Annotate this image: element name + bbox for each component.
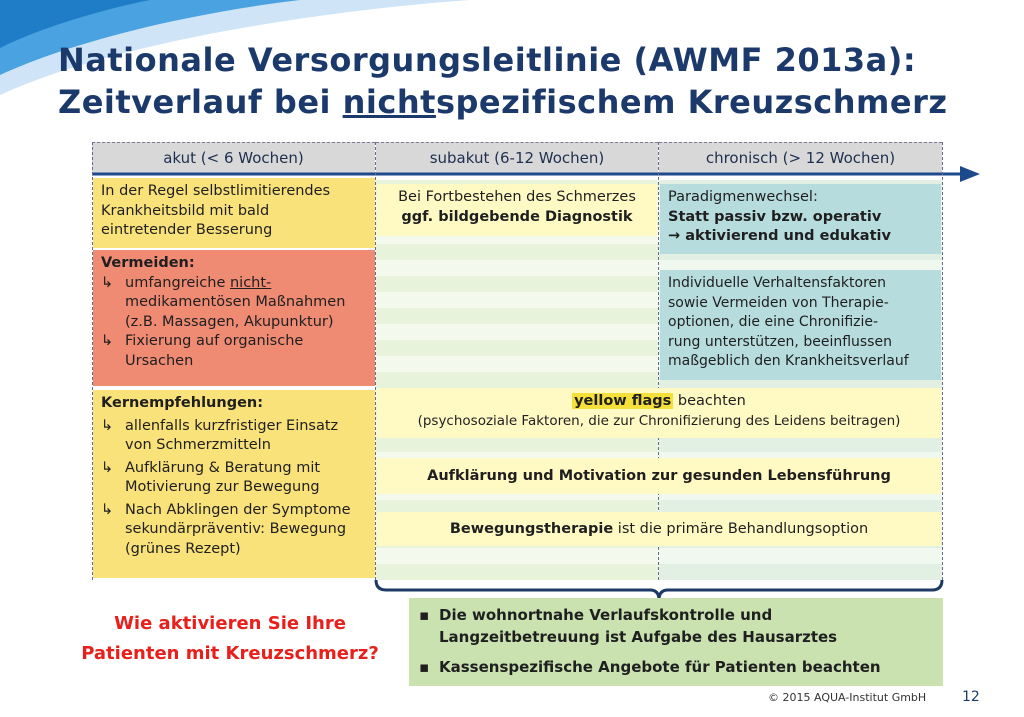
hook-arrow-icon: ↳ bbox=[101, 274, 114, 291]
hook-arrow-icon: ↳ bbox=[101, 333, 114, 349]
column-header-subacute: subakut (6-12 Wochen) bbox=[376, 142, 658, 174]
copyright: © 2015 AQUA-Institut GmbH bbox=[768, 691, 927, 704]
hook-arrow-icon: ↳ bbox=[101, 459, 114, 476]
behavior-factors-box: Individuelle Verhaltensfaktoren sowie Vermeiden von Therapie- optionen, die eine Chronifizie- rung unterstützen, beeinflussen maßgeblich den Krankheitsverlauf bbox=[660, 270, 941, 380]
column-header-chronic: chronisch (> 12 Wochen) bbox=[659, 142, 942, 174]
avoid-heading: Vermeiden: bbox=[101, 255, 195, 271]
bullet-square-icon: ▪ bbox=[419, 658, 430, 676]
acute-info-box: In der Regel selbstlimitierendes Krankheitsbild mit bald eintretender Besserung bbox=[93, 178, 375, 248]
core-heading: Kernempfehlungen: bbox=[101, 395, 264, 411]
question-text: Wie aktivieren Sie Ihre Patienten mit Kreuzschmerz? bbox=[81, 613, 379, 664]
yellow-flags-highlight: yellow flags bbox=[574, 393, 672, 409]
bullet-square-icon: ▪ bbox=[419, 606, 430, 624]
hook-arrow-icon: ↳ bbox=[101, 417, 114, 434]
yellow-flags-box: yellow flags beachten (psychosoziale Faktoren, die zur Chronifizierung des Leidens beitragen) bbox=[377, 388, 941, 438]
education-bar: Aufklärung und Motivation zur gesunden Lebensführung bbox=[377, 458, 941, 494]
divider-acute-subacute bbox=[375, 142, 376, 580]
exercise-therapy-bar: Bewegungstherapie ist die primäre Behandlungsoption bbox=[377, 512, 941, 546]
core-recommendations-box: Kernempfehlungen: ↳ allenfalls kurzfristiger Einsatz von Schmerzmitteln ↳ Aufklärung & Beratung mit Motivierung zur Bewegung ↳ Nach Abklingen der Symptome sekundärpräventiv: Bewegung (grünes Rezept) bbox=[93, 390, 375, 578]
page-title-line-1: Nationale Versorgungsleitlinie (AWMF 2013a): bbox=[58, 41, 917, 79]
page-title-line-2: Zeitverlauf bei nichtspezifischem Kreuzschmerz bbox=[58, 83, 948, 121]
gp-care-box: ▪ Die wohnortnahe Verlaufskontrolle und Langzeitbetreuung ist Aufgabe des Hausarztes ▪ Kassenspezifische Angebote für Patienten beachten bbox=[409, 598, 943, 686]
column-header-acute: akut (< 6 Wochen) bbox=[92, 142, 375, 174]
avoid-box: Vermeiden: ↳ umfangreiche nicht- medikamentösen Maßnahmen (z.B. Massagen, Akupunktur) ↳ Fixierung auf organische Ursachen bbox=[93, 250, 375, 386]
page-number: 12 bbox=[962, 689, 980, 705]
hook-arrow-icon: ↳ bbox=[101, 501, 114, 518]
right-arrow-icon: → bbox=[668, 228, 681, 244]
divider-right bbox=[942, 142, 943, 580]
paradigm-shift-box: Paradigmenwechsel: Statt passiv bzw. operativ → aktivierend und edukativ bbox=[660, 184, 941, 254]
subacute-diagnostics-box: Bei Fortbestehen des Schmerzes ggf. bildgebende Diagnostik bbox=[377, 184, 657, 236]
